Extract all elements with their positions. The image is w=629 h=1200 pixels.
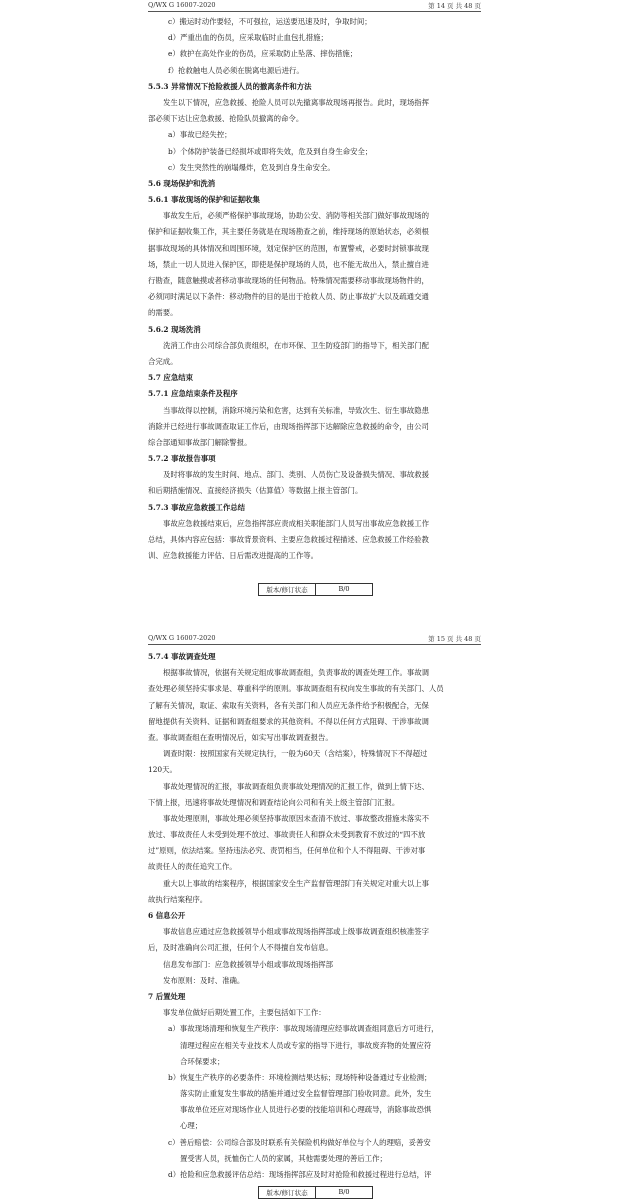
text-line: 信息发布部门：应急救援领导小组或事故现场指挥部 <box>163 959 333 969</box>
section-heading: 5.5.3 异常情况下抢险救援人员的撤离条件和方法 <box>148 81 312 91</box>
text-line: 下情上报，迅速将事故处理情况和调查结论向公司和有关上级主管部门汇报。 <box>148 797 400 807</box>
text-line: 查处理必须坚持实事求是、尊重科学的原则。事故调查组有权向发生事故的有关部门、人员 <box>148 684 444 694</box>
section-heading: 5.7.1 应急结束条件及程序 <box>148 389 238 399</box>
text-line: e）救护在高处作业的伤员，应采取防止坠落、摔伤措施； <box>168 49 358 59</box>
text-line: 发生以下情况，应急救援、抢险人员可以先撤离事故现场再报告。此时，现场指挥 <box>163 97 430 107</box>
text-line: 合环保要求； <box>180 1056 225 1066</box>
text-line: 消除并已经进行事故调查取证工作后，由现场指挥部下达解除应急救援的命令，由公司 <box>148 421 429 431</box>
text-line: 洗消工作由公司综合部负责组织，在市环保、卫生防疫部门的指导下，相关部门配 <box>163 340 430 350</box>
revision-value: B/0 <box>338 585 350 593</box>
text-line: 心理； <box>180 1121 203 1131</box>
text-line: 部必须下达让应急救援、抢险队员撤离的命令。 <box>148 114 304 124</box>
text-line: 了解有关情况，取证、索取有关资料，各有关部门和人员应无条件给予积极配合，无保 <box>148 700 429 710</box>
doc-id: Q/WX G 16007-2020 <box>148 634 216 642</box>
text-line: b）恢复生产秩序的必要条件：环境检测结果达标；现场特种设备通过专业检测； <box>168 1072 432 1082</box>
text-line: 重大以上事故的结案程序，根据国家安全生产监督管理部门有关规定对重大以上事 <box>163 878 430 888</box>
text-line: 清理过程应在相关专业技术人员或专家的指导下进行，事故废弃物的处置应符 <box>180 1040 432 1050</box>
text-line: 总结，具体内容应包括：事故背景资料、主要应急救援过程描述、应急救援工作经验教 <box>148 535 429 544</box>
section-heading: 5.7.4 事故调查处理 <box>148 652 216 661</box>
text-line: 的需要。 <box>148 308 178 318</box>
text-line: 落实防止重复发生事故的措施并通过安全监督管理部门验收同意。此外，发生 <box>180 1089 432 1099</box>
text-line: d）严重出血的伤员，应采取临时止血包扎措施； <box>168 33 328 43</box>
section-heading: 5.7 应急结束 <box>148 373 193 383</box>
text-line: a）事故已经失控； <box>168 130 232 140</box>
section-heading: 5.7.3 事故应急救援工作总结 <box>148 502 246 512</box>
text-line: 场，禁止一切人员进入保护区，即使是保护现场的人员，也不能无故出入，禁止擅自进 <box>148 259 429 269</box>
text-line: 放过、事故责任人未受到处理不放过、事故责任人和群众未受到教育不放过的“四不放 <box>148 830 426 840</box>
text-line: 当事故得以控制，消除环境污染和危害，达到有关标准，导致次生、衍生事故隐患 <box>163 405 430 415</box>
section-heading: 7 后置处理 <box>148 991 186 1001</box>
page-number: 第 14 页 共 48 页 <box>428 2 481 10</box>
section-heading: 5.7.2 事故报告事项 <box>148 454 216 464</box>
page-header <box>148 634 481 645</box>
text-line: 综合部通知事故部门解除警报。 <box>148 437 252 447</box>
doc-id: Q/WX G 16007-2020 <box>148 1 216 9</box>
text-line: 合完成。 <box>148 356 178 366</box>
text-line: 及时将事故的发生时间、地点、部门、类别、人员伤亡及设备损失情况、事故救援 <box>163 470 430 480</box>
section-heading: 5.6.2 现场洗消 <box>148 324 201 334</box>
text-line: 过”原则，依法结案。坚持违法必究、责罚相当，任何单位和个人不得阻碍、干涉对事 <box>148 846 426 856</box>
revision-box <box>258 583 373 596</box>
text-line: d）抢险和应急救援评估总结：现场指挥部应及时对抢险和救援过程进行总结，评 <box>168 1170 432 1179</box>
text-line: 事故发生后，必须严格保护事故现场，协助公安、消防等相关部门做好事故现场的 <box>163 211 430 221</box>
text-line: c）发生突然性的崩塌爆炸，危及到自身生命安全。 <box>168 162 335 172</box>
text-line: 事故信息应通过应急救援领导小组或事故现场指挥部或上级事故调查组织核准签字 <box>163 927 430 937</box>
text-line: 120天。 <box>148 765 177 775</box>
text-line: 训、应急救援能力评估、日后需改进提高的工作等。 <box>148 551 318 561</box>
text-line: 故责任人的责任追究工作。 <box>148 862 237 872</box>
text-line: b）个体防护装备已经损坏或即将失效，危及到自身生命安全； <box>168 146 373 156</box>
text-line: 故执行结案程序。 <box>148 894 208 904</box>
page-number: 第 15 页 共 48 页 <box>428 635 481 643</box>
text-line: 事故处理原则，事故处理必须坚持事故原因未查清不放过、事故整改措施未落实不 <box>163 813 430 823</box>
text-line: 事故处理情况的汇报，事故调查组负责事故处理情况的汇报工作，做到上情下达、 <box>163 781 430 791</box>
text-line: 据事故现场的具体情况和周围环境，划定保护区的范围，布置警戒，必要时封锁事故现 <box>148 243 429 253</box>
text-line: 后，及时准确向公司汇报，任何个人不得擅自发布信息。 <box>148 943 333 953</box>
revision-label: 版本/修订状态 <box>259 584 316 595</box>
text-line: 必须同时满足以下条件：移动物件的目的是出于抢救人员、防止事故扩大以及疏通交通 <box>148 292 429 302</box>
revision-value: B/0 <box>338 1188 350 1196</box>
text-line: 留地提供有关资料、证据和调查组要求的其他资料。不得以任何方式阻碍、干涉事故调 <box>148 716 429 726</box>
text-line: 发布原则：及时、准确。 <box>163 975 245 985</box>
section-heading: 5.6.1 事故现场的保护和证据收集 <box>148 195 260 205</box>
text-line: 调查时限：按照国家有关规定执行，一般为60天（含结案），特殊情况下不得超过 <box>163 749 428 759</box>
text-line: a）事故现场清理和恢复生产秩序：事故现场清理应经事故调查组同意后方可进行， <box>168 1024 439 1034</box>
text-line: 行勘查，随意触摸或者移动事故现场的任何物品。特殊情况需要移动事故现场物件的， <box>148 276 429 285</box>
text-line: 和后期措施情况、直接经济损失（估算值）等数据上报主管部门。 <box>148 486 363 496</box>
document-page-15 <box>0 600 629 1200</box>
section-heading: 5.6 现场保护和洗消 <box>148 178 216 188</box>
text-line: c）搬运时动作要轻，不可强拉，运送要迅速及时，争取时间； <box>168 17 372 26</box>
text-line: c）善后赔偿：公司综合部及时联系有关保险机构做好单位与个人的理赔，妥善安 <box>168 1137 431 1147</box>
text-line: 置受害人员，抚恤伤亡人员的家属，其他需要处理的善后工作； <box>180 1153 387 1163</box>
text-line: 查。事故调查组在查明情况后，如实写出事故调查报告。 <box>148 732 333 742</box>
text-line: 根据事故情况，依据有关规定组成事故调查组，负责事故的调查处理工作。事故调 <box>163 668 430 678</box>
text-line: 事故应急救援结束后，应急指挥部应责成相关职能部门人员写出事故应急救援工作 <box>163 518 430 528</box>
section-heading: 6 信息公开 <box>148 911 186 920</box>
page-body <box>148 649 484 1183</box>
text-line: f）抢救触电人员必须在脱离电源后进行。 <box>168 65 304 75</box>
text-line: 事发单位做好后期处置工作，主要包括如下工作： <box>163 1008 326 1018</box>
revision-box <box>258 1186 373 1199</box>
revision-label: 版本/修订状态 <box>259 1187 316 1198</box>
text-line: 事故单位还应对现场作业人员进行必要的技能培训和心理疏导，消除事故恐惧 <box>180 1105 432 1115</box>
text-line: 保护和证据收集工作，其主要任务就是在现场勘查之前，维持现场的原始状态，必须根 <box>148 227 429 237</box>
page-header <box>148 1 481 12</box>
page-body <box>148 14 484 564</box>
